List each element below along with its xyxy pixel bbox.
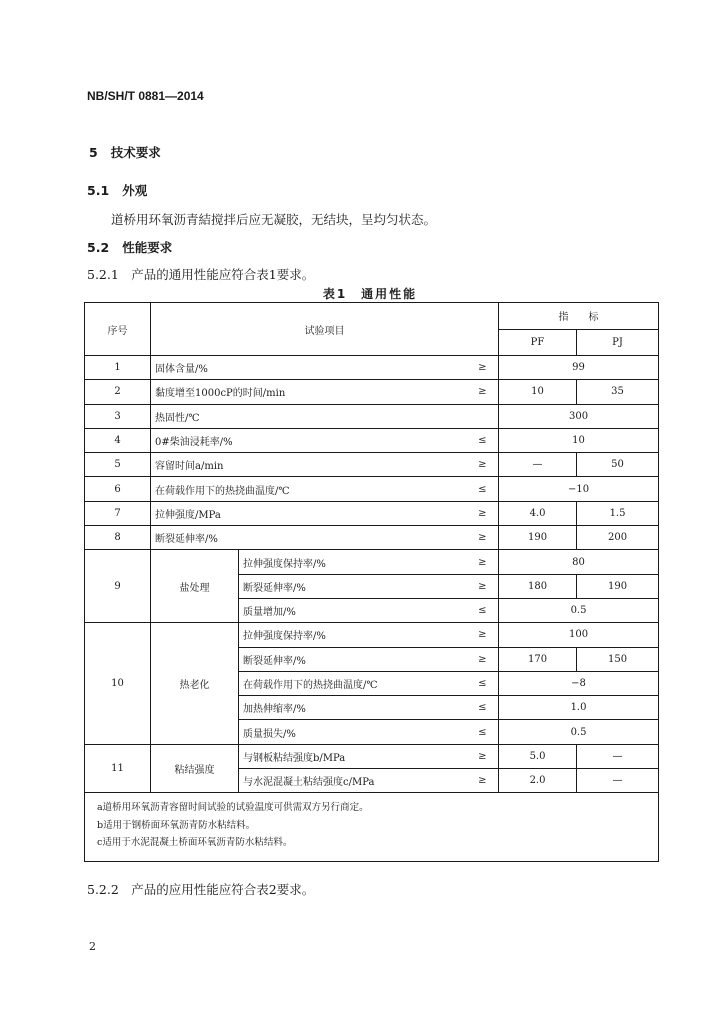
- row-value: 99: [499, 356, 659, 380]
- row-value-pj: 35: [577, 380, 659, 404]
- row-symbol: ≥: [467, 380, 499, 404]
- row-item: 与水泥混凝土粘结强度c/MPa: [239, 769, 467, 793]
- row-value-pf: 190: [499, 526, 577, 550]
- header-pf: PF: [499, 329, 577, 356]
- row-item: 热固性/℃: [151, 404, 467, 428]
- group-no: 9: [85, 550, 151, 623]
- row-value-pj: 150: [577, 647, 659, 671]
- section-5-1-heading: [87, 181, 147, 199]
- row-symbol: ≥: [467, 623, 499, 647]
- table-row: [85, 550, 659, 574]
- row-no: 1: [85, 356, 151, 380]
- table-caption: 表1 通用性能: [322, 287, 418, 301]
- row-value: 80: [499, 550, 659, 574]
- row-value: 100: [499, 623, 659, 647]
- row-item: 在荷载作用下的热挠曲温度/℃: [151, 477, 467, 501]
- row-symbol: ≥: [467, 744, 499, 768]
- row-symbol: ≤: [467, 696, 499, 720]
- row-value-pf: 180: [499, 574, 577, 598]
- row-item: 拉伸强度保持率/%: [239, 550, 467, 574]
- row-item: 黏度增至1000cP的时间/min: [151, 380, 467, 404]
- row-no: 7: [85, 501, 151, 525]
- row-symbol: ≤: [467, 428, 499, 452]
- section-number: 5.1: [87, 183, 110, 198]
- row-value-pf: 2.0: [499, 769, 577, 793]
- general-performance-table: [84, 302, 659, 862]
- note-c: c适用于水泥混凝土桥面环氧沥青防水粘结料。: [97, 837, 293, 849]
- section-title: 技术要求: [110, 145, 161, 160]
- row-symbol: ≥: [467, 647, 499, 671]
- table-notes-row: [85, 793, 659, 862]
- row-value: 0.5: [499, 720, 659, 744]
- row-item: 拉伸强度保持率/%: [239, 623, 467, 647]
- row-symbol: ≥: [467, 574, 499, 598]
- row-item: 容留时间a/min: [151, 453, 467, 477]
- document-id: NB/SH/T 0881—2014: [87, 89, 204, 103]
- clause-5-2-2: 5.2.2 产品的应用性能应符合表2要求。: [87, 882, 315, 897]
- row-value-pf: 4.0: [499, 501, 577, 525]
- row-symbol: ≤: [467, 598, 499, 622]
- row-symbol: ≥: [467, 501, 499, 525]
- section-number: 5.2: [87, 240, 110, 255]
- row-value: 0.5: [499, 598, 659, 622]
- table-row: [85, 404, 659, 428]
- page-number: 2: [89, 940, 96, 953]
- section-5-2-heading: [87, 238, 172, 256]
- row-value-pf: —: [499, 453, 577, 477]
- table-row: [85, 380, 659, 404]
- row-item: 拉伸强度/MPa: [151, 501, 467, 525]
- row-item: 质量损失/%: [239, 720, 467, 744]
- row-value: 1.0: [499, 696, 659, 720]
- appearance-text: 道桥用环氧沥青結搅拌后应无凝胶，无结块，呈均匀状态。: [111, 212, 437, 227]
- section-number: 5: [89, 145, 98, 160]
- table-row: [85, 744, 659, 768]
- row-value: 300: [499, 404, 659, 428]
- table-row: [85, 477, 659, 501]
- row-symbol: ≥: [467, 356, 499, 380]
- note-b: b适用于钢桥面环氧沥青防水粘结料。: [97, 819, 256, 831]
- group-label: 盐处理: [151, 550, 239, 623]
- table-row: [85, 453, 659, 477]
- row-symbol: ≤: [467, 477, 499, 501]
- table-row: [85, 623, 659, 647]
- row-value-pj: —: [577, 744, 659, 768]
- row-symbol: ≤: [467, 720, 499, 744]
- table-notes: [85, 793, 659, 862]
- group-label: 粘结强度: [151, 744, 239, 793]
- row-item: 质量增加/%: [239, 598, 467, 622]
- row-value-pj: 200: [577, 526, 659, 550]
- header-pj: PJ: [577, 329, 659, 356]
- row-item: 0#柴油浸耗率/%: [151, 428, 467, 452]
- row-no: 8: [85, 526, 151, 550]
- row-symbol: ≥: [467, 769, 499, 793]
- row-value-pf: 170: [499, 647, 577, 671]
- row-symbol: [467, 404, 499, 428]
- group-no: 10: [85, 623, 151, 744]
- row-item: 在荷载作用下的热挠曲温度/℃: [239, 671, 467, 695]
- row-no: 3: [85, 404, 151, 428]
- section-title: 性能要求: [122, 240, 173, 255]
- table-row: [85, 501, 659, 525]
- row-item: 断裂延伸率/%: [151, 526, 467, 550]
- row-symbol: ≥: [467, 453, 499, 477]
- section-title: 外观: [122, 183, 148, 198]
- row-item: 断裂延伸率/%: [239, 574, 467, 598]
- group-no: 11: [85, 744, 151, 793]
- row-value: −10: [499, 477, 659, 501]
- row-value-pj: —: [577, 769, 659, 793]
- row-no: 6: [85, 477, 151, 501]
- row-no: 4: [85, 428, 151, 452]
- section-5-heading: [89, 143, 161, 161]
- row-no: 5: [85, 453, 151, 477]
- table-row: [85, 356, 659, 380]
- table-header-row: [85, 303, 659, 330]
- row-symbol: ≥: [467, 526, 499, 550]
- row-item: 加热伸缩率/%: [239, 696, 467, 720]
- row-symbol: ≤: [467, 671, 499, 695]
- row-value-pj: 1.5: [577, 501, 659, 525]
- note-a: a道桥用环氧沥青容留时间试验的试验温度可供需双方另行商定。: [97, 802, 369, 814]
- row-value: −8: [499, 671, 659, 695]
- header-index: 指 标: [499, 303, 659, 330]
- row-item: 固体含量/%: [151, 356, 467, 380]
- row-item: 断裂延伸率/%: [239, 647, 467, 671]
- clause-5-2-1: 5.2.1 产品的通用性能应符合表1要求。: [87, 267, 315, 282]
- row-value-pj: 50: [577, 453, 659, 477]
- row-symbol: ≥: [467, 550, 499, 574]
- table-row: [85, 526, 659, 550]
- row-value-pf: 5.0: [499, 744, 577, 768]
- row-value-pj: 190: [577, 574, 659, 598]
- header-no: 序号: [85, 303, 151, 356]
- header-item: 试验项目: [151, 303, 499, 356]
- row-no: 2: [85, 380, 151, 404]
- row-value-pf: 10: [499, 380, 577, 404]
- table-row: [85, 428, 659, 452]
- row-value: 10: [499, 428, 659, 452]
- group-label: 热老化: [151, 623, 239, 744]
- row-item: 与钢板粘结强度b/MPa: [239, 744, 467, 768]
